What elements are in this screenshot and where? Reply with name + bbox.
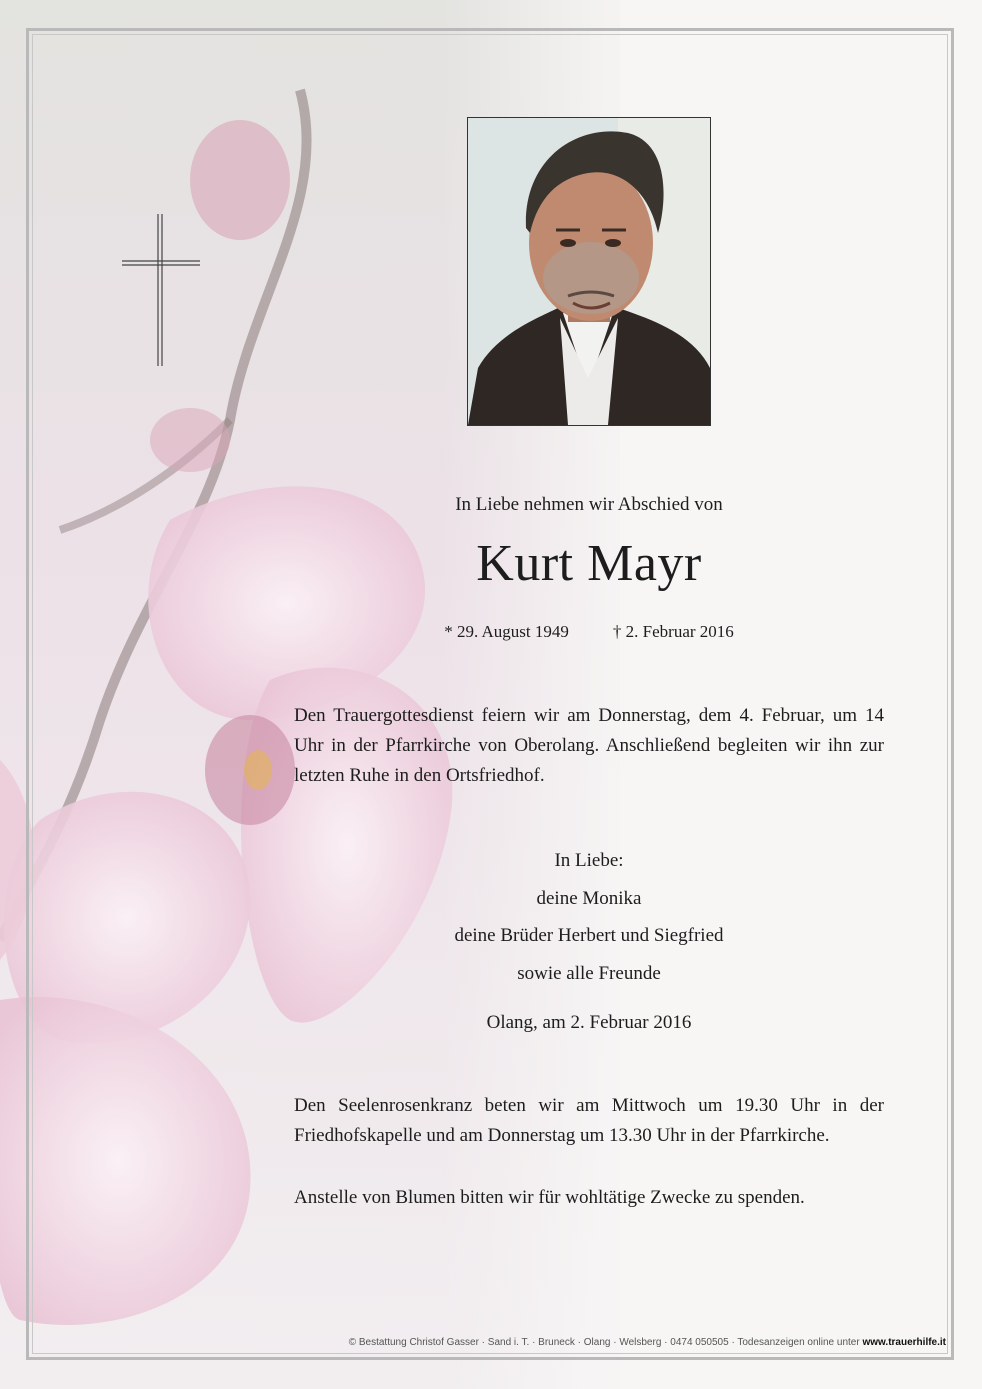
mourners-heading: In Liebe: [554, 850, 624, 871]
footer-link[interactable]: www.trauerhilfe.it [862, 1337, 946, 1348]
mourner-line: sowie alle Freunde [517, 962, 661, 984]
footer-text: © Bestattung Christof Gasser · Sand i. T. · Bruneck · Olang · Welsberg · 0474 050505 · Todesanzeigen online unter [348, 1337, 863, 1348]
death-date: † 2. Februar 2016 [612, 622, 734, 641]
service-text: Den Trauergottesdienst feiern wir am Donnerstag, dem 4. Februar, um 14 Uhr in der Pfarrkirche von Oberolang. Anschließend begleiten wir ihn zur letzten Ruhe in den Ortsfriedhof. [294, 705, 884, 786]
life-dates [294, 622, 884, 642]
birth-date: * 29. August 1949 [444, 622, 569, 641]
deceased-name: Kurt Mayr [476, 535, 702, 592]
portrait-photo [467, 117, 711, 426]
footer [349, 1337, 946, 1348]
intro-text: In Liebe nehmen wir Abschied von [455, 494, 723, 515]
mourners-list [294, 842, 884, 992]
cross-icon [120, 212, 202, 368]
flowers-text: Anstelle von Blumen bitten wir für wohltätige Zwecke zu spenden. [294, 1187, 805, 1208]
mourner-line: deine Brüder Herbert und Siegfried [454, 925, 724, 946]
rosary-text: Den Seelenrosenkranz beten wir am Mittwoch um 19.30 Uhr in der Friedhofskapelle und am Donnerstag um 13.30 Uhr in der Pfarrkirche. [294, 1095, 884, 1146]
place-date: Olang, am 2. Februar 2016 [486, 1012, 692, 1033]
mourner-line: deine Monika [536, 887, 642, 909]
